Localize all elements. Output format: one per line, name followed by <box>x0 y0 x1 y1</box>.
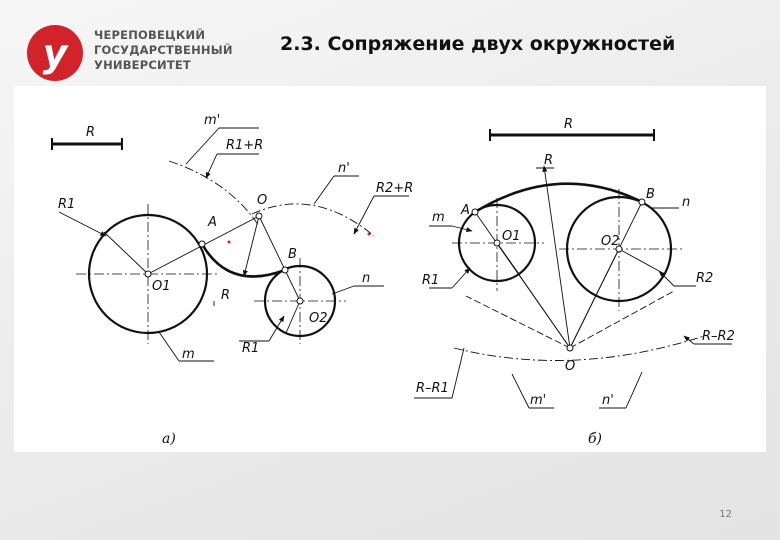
page-number: 12 <box>719 509 732 520</box>
label-r2-plus-r: R2+R <box>376 181 414 196</box>
label-a-b: A <box>461 203 470 218</box>
label-o2-a: O2 <box>309 311 328 326</box>
label-b-b: B <box>646 187 655 202</box>
label-a-a: A <box>208 215 217 230</box>
label-n-prime-a: n' <box>338 161 350 176</box>
label-scale-r-b: R <box>564 117 574 132</box>
university-name-line-2: ГОСУДАРСТВЕННЫЙ <box>94 43 233 57</box>
label-r1-top-a: R1 <box>58 197 76 212</box>
label-r-a: R <box>221 288 231 303</box>
university-name <box>94 28 233 73</box>
logo-letter: у <box>42 31 68 75</box>
label-scale-r-a: R <box>86 125 96 140</box>
caption-a: а) <box>162 431 176 447</box>
figure-a-labels <box>58 113 413 447</box>
university-name-line-3: УНИВЕРСИТЕТ <box>94 58 191 72</box>
slide-title: 2.3. Сопряжение двух окружностей <box>280 33 676 55</box>
label-r-minus-r1: R–R1 <box>416 381 449 396</box>
conjugation-arc-a <box>202 244 285 276</box>
label-r-minus-r2: R–R2 <box>702 329 735 344</box>
caption-b: б) <box>588 431 603 447</box>
university-logo <box>26 24 84 82</box>
label-n-prime-b: n' <box>602 393 614 408</box>
label-m-a: m <box>182 347 195 362</box>
label-m-prime-b: m' <box>530 393 547 408</box>
label-r-top-b: R <box>544 153 554 168</box>
label-b-a: B <box>288 247 297 262</box>
construction-figure <box>14 86 766 452</box>
label-m-b: m <box>432 210 445 225</box>
figure-b-labels <box>416 117 735 447</box>
label-o-b: O <box>565 359 576 374</box>
label-o2-b: O2 <box>601 234 620 249</box>
label-m-prime-a: m' <box>204 113 221 128</box>
label-n-a: n <box>362 271 371 286</box>
label-n-b: n <box>682 195 691 210</box>
construction-drawing <box>14 86 766 452</box>
label-r1-b: R1 <box>422 273 440 288</box>
label-o-a: O <box>257 193 268 208</box>
label-o1-a: O1 <box>152 279 171 294</box>
label-r1-plus-r: R1+R <box>226 138 264 153</box>
label-r1-bottom-a: R1 <box>242 341 260 356</box>
label-r2-b: R2 <box>696 271 714 286</box>
label-o1-b: O1 <box>502 229 521 244</box>
university-name-line-1: ЧЕРЕПОВЕЦКИЙ <box>94 28 206 42</box>
figure-a <box>52 128 409 361</box>
